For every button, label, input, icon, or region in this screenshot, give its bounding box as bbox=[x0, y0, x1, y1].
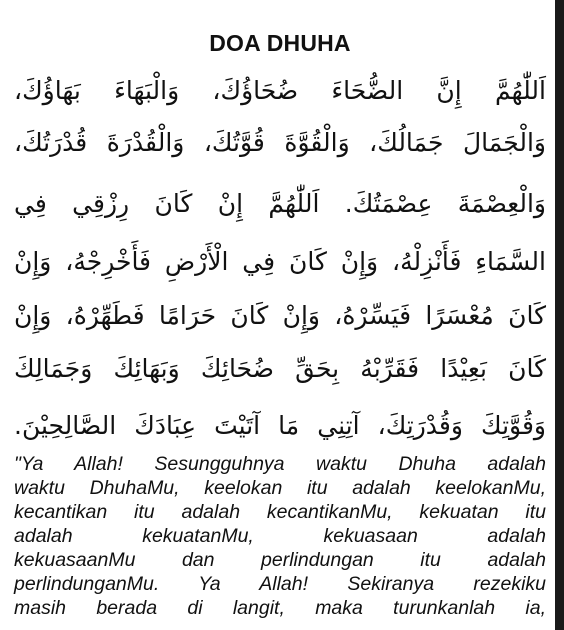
translation-line-4: adalah kekuatanMu, kekuasaan adalah bbox=[14, 525, 546, 547]
translation-line-2: waktu DhuhaMu, keelokan itu adalah keelokanMu, bbox=[14, 477, 546, 499]
page-edge-border bbox=[555, 0, 564, 630]
translation-line-5: kekuasaanMu dan perlindungan itu adalah bbox=[14, 549, 546, 571]
arabic-line-5: كَانَ مُعْسَرًا فَيَسِّرْهُ، وَإِنْ كَانَ حَرَامًا فَطَهِّرْهُ، وَإِنْ bbox=[14, 301, 546, 330]
translation-line-6: perlindunganMu. Ya Allah! Sekiranya rezekiku bbox=[14, 573, 546, 595]
document-page bbox=[14, 0, 546, 630]
arabic-line-4: السَّمَاءِ فَأَنْزِلْهُ، وَإِنْ كَانَ فِي الْأَرْضِ فَأَخْرِجْهُ، وَإِنْ bbox=[14, 247, 546, 276]
arabic-line-3: وَالْعِصْمَةَ عِصْمَتُكَ. اَللّٰهُمَّ إِنْ كَانَ رِزْقِي فِي bbox=[14, 189, 546, 218]
translation-line-7: masih berada di langit, maka turunkanlah ia, bbox=[14, 597, 546, 619]
page-title: DOA DHUHA bbox=[209, 30, 351, 56]
arabic-line-7: وَقُوَّتِكَ وَقُدْرَتِكَ، آتِنِي مَا آتَيْتَ عِبَادَكَ الصَّالِحِيْنَ. bbox=[14, 411, 546, 440]
arabic-line-1: اَللّٰهُمَّ إِنَّ الضُّحَاءَ ضُحَاؤُكَ، وَالْبَهَاءَ بَهَاؤُكَ، bbox=[14, 76, 546, 105]
arabic-line-2: وَالْجَمَالَ جَمَالُكَ، وَالْقُوَّةَ قُوَّتُكَ، وَالْقُدْرَةَ قُدْرَتُكَ، bbox=[14, 128, 546, 157]
translation-line-3: kecantikan itu adalah kecantikanMu, kekuatan itu bbox=[14, 501, 546, 523]
arabic-line-6: كَانَ بَعِيْدًا فَقَرِّبْهُ بِحَقِّ ضُحَائِكَ وَبَهَائِكَ وَجَمَالِكَ bbox=[14, 354, 546, 383]
translation-line-1: "Ya Allah! Sesungguhnya waktu Dhuha adalah bbox=[14, 453, 546, 475]
